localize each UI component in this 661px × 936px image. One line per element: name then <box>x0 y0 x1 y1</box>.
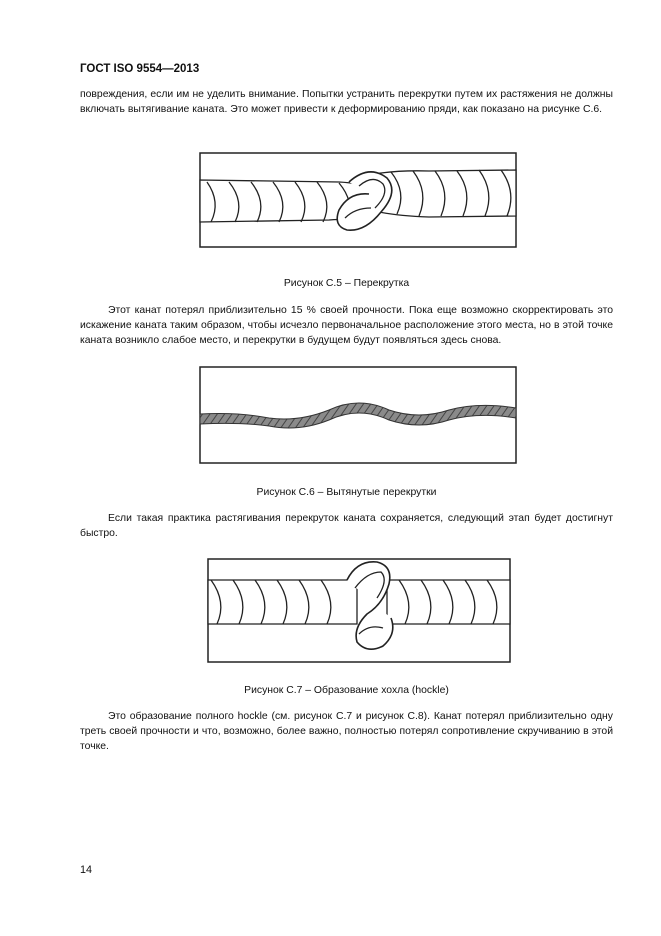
paragraph-2: Этот канат потерял приблизительно 15 % своей прочности. Пока еще возможно скорректировать это искажение каната таким образом, чтобы исчезло первоначальное расположение этого места, но в этой точке каната возникло слабое место, и перекрутки в будущем будут появляться здесь снова. <box>80 305 613 346</box>
figure-c5 <box>199 152 517 248</box>
figure-c6 <box>199 366 517 464</box>
figure-c7 <box>207 558 511 663</box>
figure-c7-caption: Рисунок С.7 – Образование хохла (hockle) <box>244 685 449 696</box>
figure-c5-caption: Рисунок С.5 – Перекрутка <box>283 278 410 289</box>
stretched-rope-illustration <box>199 366 517 464</box>
paragraph-4: Это образование полного hockle (см. рисунок С.7 и рисунок С.8). Канат потерял приблизительно одну треть своей прочности и что, возможно, более важно, полностью потерял сопротивление скручиванию в этой точке. <box>80 711 613 752</box>
figure-c6-caption: Рисунок С.6 – Вытянутые перекрутки <box>256 487 437 498</box>
rope-kink-illustration <box>199 152 517 248</box>
page-number: 14 <box>80 864 93 876</box>
rope-hockle-illustration <box>207 558 511 663</box>
document-header: ГОСТ ISO 9554—2013 <box>80 63 200 75</box>
paragraph-1: повреждения, если им не уделить внимание. Попытки устранить перекрутки путем их растяжения не должны включать вытягивание каната. Это может привести к деформированию пряди, как показано на рисунке С.6. <box>80 89 613 115</box>
paragraph-3: Если такая практика растягивания перекруток каната сохраняется, следующий этап будет достигнут быстро. <box>80 513 613 539</box>
